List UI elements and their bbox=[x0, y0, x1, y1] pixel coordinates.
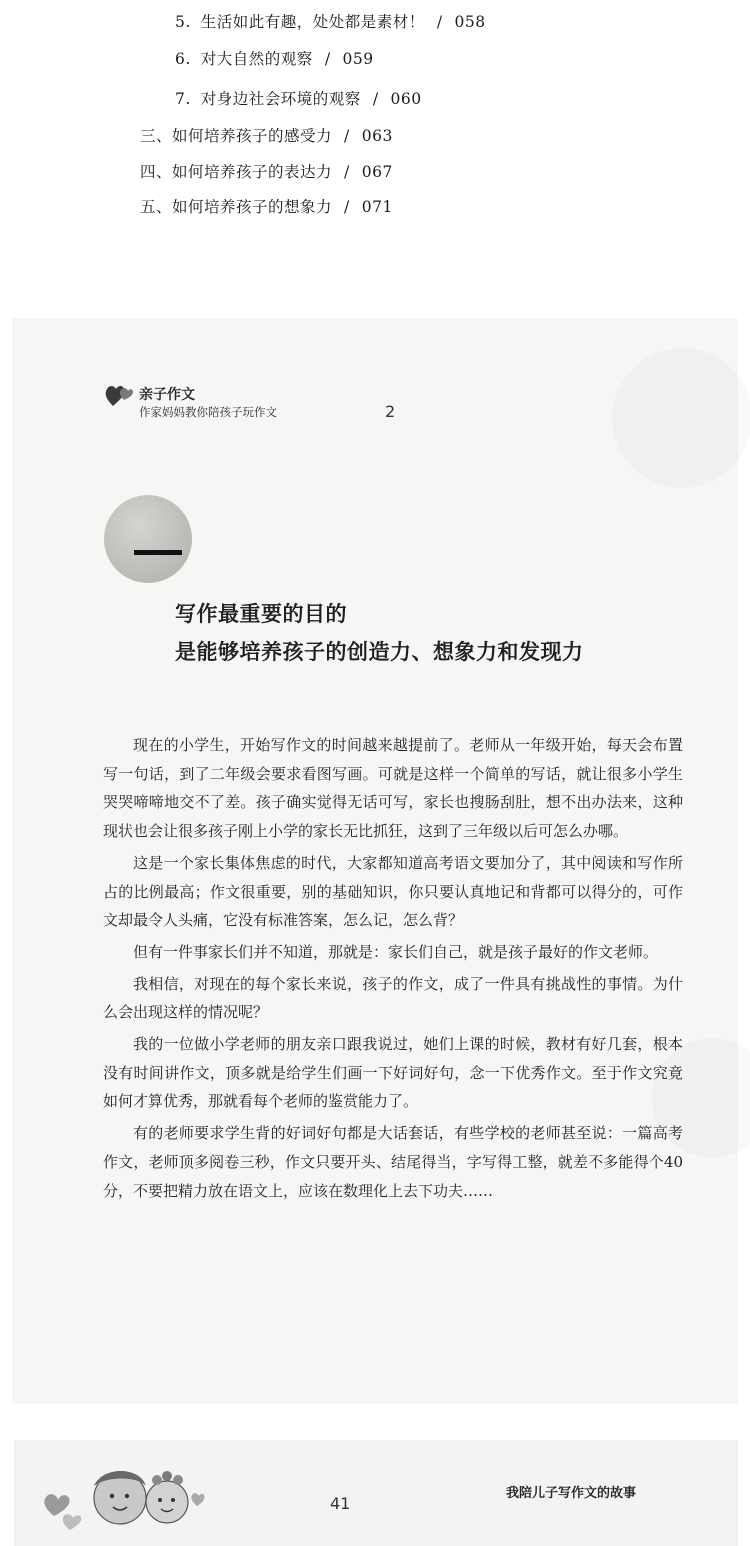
body-paragraph: 我的一位做小学老师的朋友亲口跟我说过，她们上课的时候，教材有好几套，根本没有时间讲作文，顶多就是给学生们画一下好词好句，念一下优秀作文。至于作文究竟如何才算优秀，那就看每个老师的鉴赏能力了。 bbox=[103, 1035, 683, 1111]
toc-item-page: 058 bbox=[454, 13, 486, 31]
toc-item-page: 071 bbox=[361, 198, 393, 216]
toc-item: 5. 生活如此有趣，处处都是素材！ / 058 bbox=[175, 13, 486, 31]
toc-item-page: 059 bbox=[342, 50, 374, 68]
toc-page bbox=[0, 0, 750, 300]
toc-item-text: 如何培养孩子的表达力 bbox=[172, 163, 333, 181]
toc-item: 四、如何培养孩子的表达力 / 067 bbox=[140, 163, 393, 181]
footer-page-number: 41 bbox=[330, 1494, 351, 1513]
chapter-number-badge bbox=[104, 495, 192, 583]
toc-item-page: 067 bbox=[361, 163, 393, 181]
toc-item: 五、如何培养孩子的想象力 / 071 bbox=[140, 198, 393, 216]
footer-page bbox=[14, 1440, 738, 1546]
toc-item-text: 如何培养孩子的想象力 bbox=[172, 198, 333, 216]
body-paragraph: 但有一件事家长们并不知道，那就是：家长们自己，就是孩子最好的作文老师。 bbox=[133, 942, 659, 961]
toc-item-page: 060 bbox=[390, 90, 422, 108]
background-decoration bbox=[612, 348, 750, 488]
toc-item: 7. 对身边社会环境的观察 / 060 bbox=[175, 90, 422, 108]
footer-book-title: 我陪儿子写作文的故事 bbox=[506, 1486, 637, 1501]
body-paragraph: 这是一个家长集体焦虑的时代，大家都知道高考语文要加分了，其中阅读和写作所占的比例最高；作文很重要，别的基础知识，你只要认真地记和背都可以得分的，可作文却最令人头痛，它没有标准答案，怎么记，怎么背？ bbox=[103, 853, 683, 930]
hearts-logo-icon bbox=[104, 382, 134, 408]
page-number: 2 bbox=[385, 402, 396, 421]
chapter-body bbox=[103, 731, 683, 1208]
chapter-heading-line2: 是能够培养孩子的创造力、想象力和发现力 bbox=[175, 640, 584, 664]
toc-item: 三、如何培养孩子的感受力 / 063 bbox=[140, 127, 393, 145]
body-paragraph: 有的老师要求学生背的好词好句都是大话套话，有些学校的老师甚至说：一篇高考作文，老师顶多阅卷三秒，作文只要开头、结尾得当，字写得工整，就差不多能得个40分，不要把精力放在语文上，应该在数理化上去下功夫…… bbox=[103, 1124, 683, 1200]
toc-item-text: 生活如此有趣，处处都是素材！ bbox=[200, 13, 425, 31]
body-paragraph: 现在的小学生，开始写作文的时间越来越提前了。老师从一年级开始，每天会布置写一句话，到了二年级会要求看图写画。可就是这样一个简单的写话，就让很多小学生哭哭啼啼地交不了差。孩子确实觉得无话可写，家长也搜肠刮肚，想不出办法来，这种现状也会让很多孩子刚上小学的家长无比抓狂，这到了三年级以后可怎么办哪。 bbox=[103, 736, 683, 841]
toc-item-page: 063 bbox=[361, 127, 393, 145]
header-book-title: 亲子作文 bbox=[139, 387, 195, 403]
toc-item-text: 如何培养孩子的感受力 bbox=[172, 127, 333, 145]
chapter-number-dash bbox=[134, 550, 182, 555]
body-paragraph: 我相信，对现在的每个家长来说，孩子的作文，成了一件具有挑战性的事情。为什么会出现这样的情况呢？ bbox=[103, 974, 683, 1022]
chapter-heading-line1: 写作最重要的目的 bbox=[175, 602, 347, 626]
header-book-subtitle: 作家妈妈教你陪孩子玩作文 bbox=[139, 405, 277, 419]
toc-item: 6. 对大自然的观察 / 059 bbox=[175, 50, 374, 68]
toc-item-text: 对大自然的观察 bbox=[200, 50, 313, 68]
toc-item-text: 对身边社会环境的观察 bbox=[200, 90, 361, 108]
kids-illustration-icon bbox=[32, 1446, 212, 1542]
chapter-page bbox=[12, 318, 738, 1404]
